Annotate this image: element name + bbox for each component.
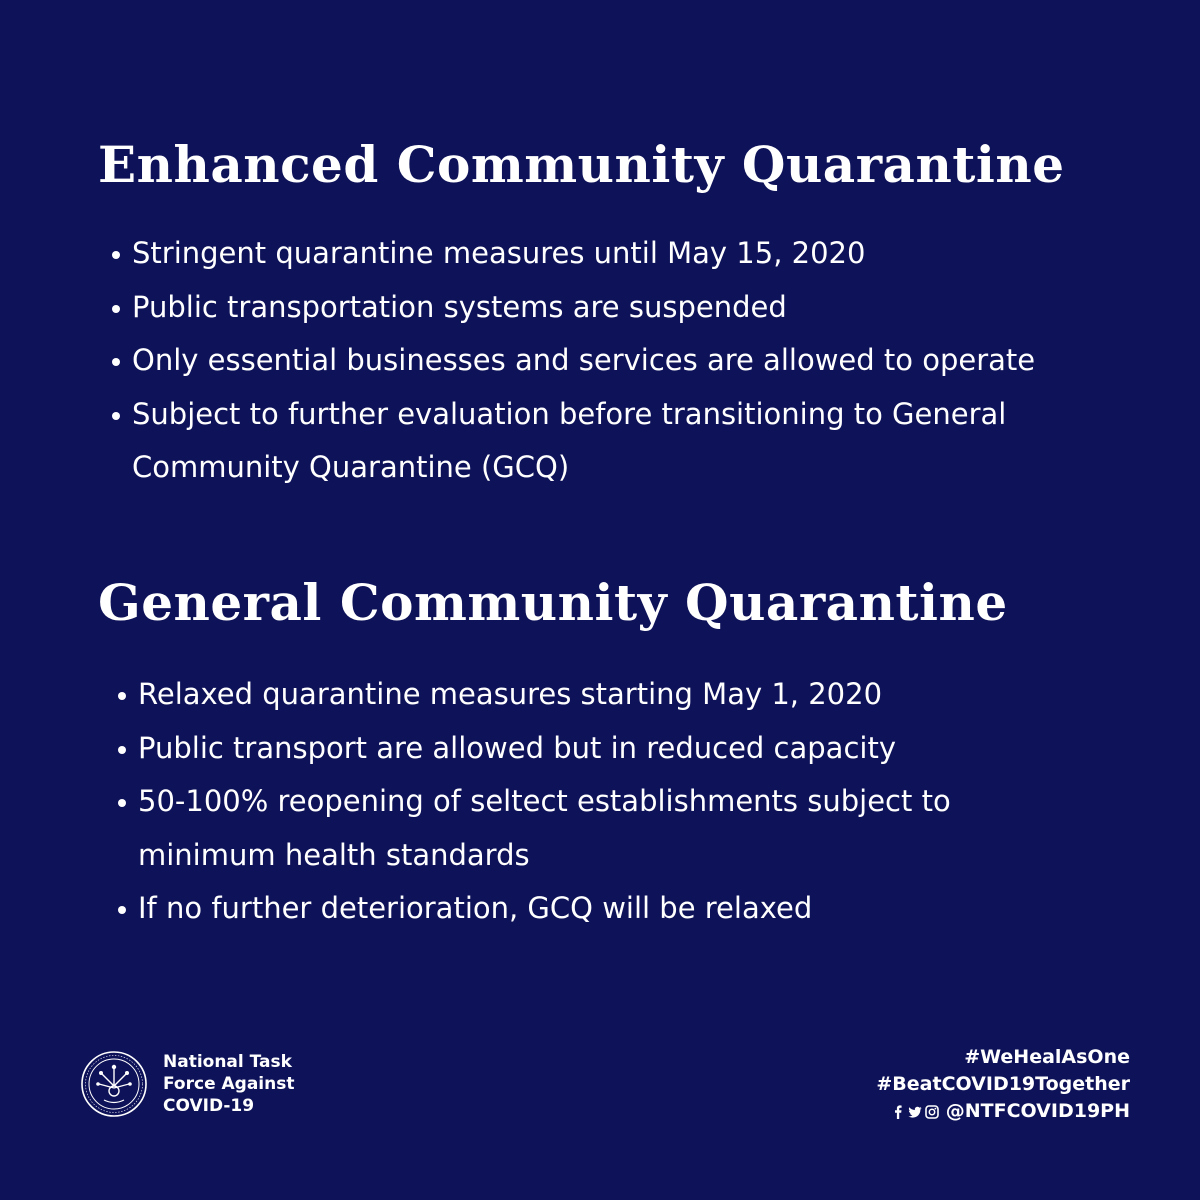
gcq-bullet: Public transport are allowed but in reduced capacity (118, 722, 1148, 776)
ecq-section (98, 130, 1148, 495)
org-name: National Task Force Against COVID-19 (163, 1052, 295, 1116)
ecq-bullet-list (98, 227, 1148, 495)
ecq-bullet: Subject to further evaluation before transitioning to General (112, 388, 1148, 442)
gcq-title: General Community Quarantine (98, 573, 1008, 632)
bullet-dot (118, 906, 126, 914)
hashtag-block (876, 1044, 1130, 1125)
gcq-bullet: If no further deterioration, GCQ will be relaxed (118, 882, 1148, 936)
bullet-dot (118, 746, 126, 754)
twitter-icon (908, 1105, 922, 1119)
bullet-dot (118, 799, 126, 807)
bullet-dot (112, 358, 120, 366)
ecq-bullet: Public transportation systems are suspended (112, 281, 1148, 335)
bullet-dot (112, 412, 120, 420)
instagram-icon (925, 1105, 939, 1119)
social-handle: @NTFCOVID19PH (945, 1100, 1130, 1122)
ntf-seal-icon (80, 1050, 148, 1118)
social-row (876, 1098, 1130, 1125)
gcq-section (98, 568, 1148, 936)
ecq-bullet: Stringent quarantine measures until May 15, 2020 (112, 227, 1148, 281)
gcq-bullet: 50-100% reopening of seltect establishments subject to (118, 775, 1148, 829)
gcq-bullet-continuation: minimum health standards (138, 837, 530, 872)
hashtag: #WeHealAsOne (964, 1046, 1130, 1068)
gcq-bullet: Relaxed quarantine measures starting May 1, 2020 (118, 668, 1148, 722)
ecq-title: Enhanced Community Quarantine (98, 135, 1065, 194)
hashtag: #BeatCOVID19Together (876, 1073, 1130, 1095)
gcq-bullet-list (98, 668, 1148, 936)
facebook-icon (891, 1105, 905, 1119)
bullet-dot (112, 305, 120, 313)
ecq-bullet-continuation: Community Quarantine (GCQ) (132, 450, 570, 484)
bullet-dot (112, 251, 120, 259)
ecq-bullet: Only essential businesses and services are allowed to operate (112, 334, 1148, 388)
org-logo-block (80, 1050, 333, 1118)
bullet-dot (118, 692, 126, 700)
